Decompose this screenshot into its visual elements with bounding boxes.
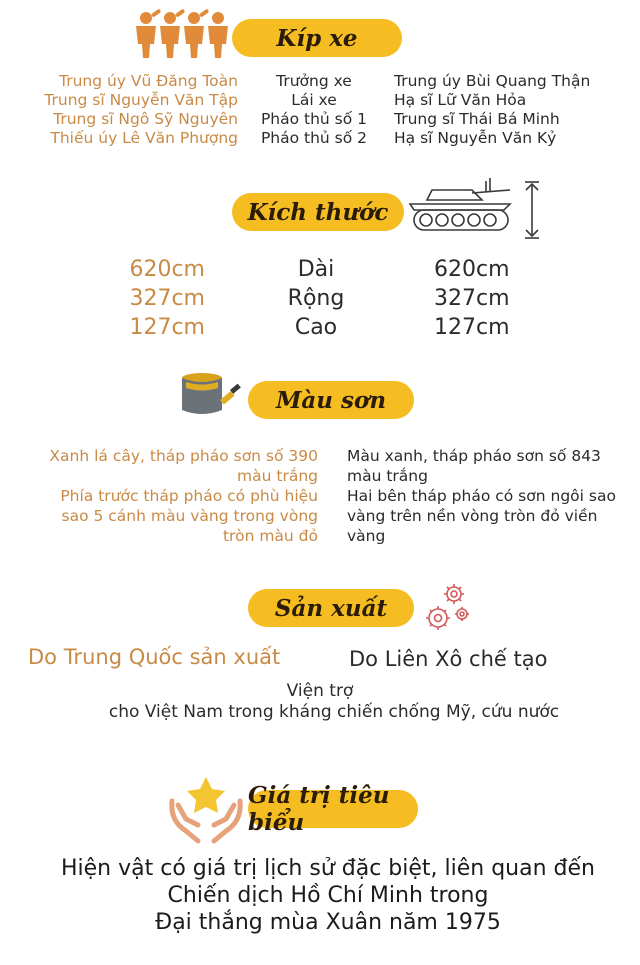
crew-left-name: Trung sĩ Nguyễn Văn Tập	[44, 91, 238, 109]
paint-right-line: Màu xanh, tháp pháo sơn số 843	[347, 447, 601, 465]
hands-star-icon	[166, 775, 246, 845]
production-aid-line1: Viện trợ	[286, 681, 354, 701]
crew-right-name: Trung úy Bùi Quang Thận	[394, 72, 591, 90]
crew-role: Pháo thủ số 2	[260, 129, 368, 147]
size-labels	[258, 255, 374, 342]
crew-left-name: Trung sĩ Ngô Sỹ Nguyên	[53, 110, 238, 128]
size-left-value: 127cm	[129, 315, 205, 340]
paint-right-line: vàng	[347, 527, 386, 545]
size-right-value: 620cm	[434, 257, 510, 282]
paint-right-text	[347, 446, 640, 546]
production-aid-line2: cho Việt Nam trong kháng chiến chống Mỹ, cứu nước	[108, 702, 560, 722]
value-title: Giá trị tiêu biểu	[248, 782, 390, 836]
paint-left-line: Xanh lá cây, tháp pháo sơn số 390	[49, 447, 318, 465]
paint-left-line: Phía trước tháp pháo có phù hiệu	[60, 487, 318, 505]
crew-title: Kíp xe	[276, 24, 358, 52]
size-right-value: 127cm	[434, 315, 510, 340]
paint-left-line: sao 5 cánh màu vàng trong vòng	[61, 507, 318, 525]
crew-right-name: Hạ sĩ Nguyễn Văn Kỷ	[394, 129, 557, 147]
size-label: Dài	[297, 257, 335, 282]
paint-right-line: màu trắng	[347, 467, 428, 485]
paint-bucket-icon	[180, 370, 246, 420]
crew-title-pill	[232, 19, 402, 57]
production-left: Do Trung Quốc sản xuất	[28, 645, 281, 669]
crew-role: Lái xe	[291, 91, 337, 109]
size-title: Kích thước	[247, 198, 389, 226]
size-left-value: 327cm	[129, 286, 205, 311]
paint-title-pill	[248, 381, 414, 419]
crew-role: Trưởng xe	[276, 72, 352, 90]
tank-icon	[402, 178, 542, 242]
size-title-pill	[232, 193, 404, 231]
production-right: Do Liên Xô chế tạo	[349, 647, 548, 671]
paint-right-line: Hai bên tháp pháo có sơn ngôi sao	[347, 487, 616, 505]
value-line: Đại thắng mùa Xuân năm 1975	[155, 910, 501, 935]
size-label: Cao	[294, 315, 338, 340]
paint-title: Màu sơn	[275, 386, 387, 414]
production-title-pill	[248, 589, 414, 627]
value-line: Chiến dịch Hồ Chí Minh trong	[167, 883, 489, 908]
production-title: Sản xuất	[274, 594, 388, 622]
gears-icon	[420, 580, 476, 636]
crew-role: Pháo thủ số 1	[260, 110, 368, 128]
size-left-values	[60, 255, 205, 342]
crew-right-name: Trung sĩ Thái Bá Minh	[394, 110, 560, 128]
crew-right-name: Hạ sĩ Lữ Văn Hỏa	[394, 91, 527, 109]
paint-left-line: tròn màu đỏ	[222, 527, 318, 545]
value-line: Hiện vật có giá trị lịch sử đặc biệt, liên quan đến	[60, 856, 595, 881]
value-title-pill	[248, 782, 418, 836]
crew-left-name: Thiếu úy Lê Văn Phượng	[50, 129, 238, 147]
paint-right-line: vàng trên nền vòng tròn đỏ viền	[347, 507, 598, 525]
soldiers-saluting-icon	[132, 10, 228, 60]
size-label: Rộng	[287, 286, 345, 311]
crew-right-names	[394, 72, 590, 148]
crew-roles	[248, 72, 380, 148]
value-text	[0, 855, 640, 936]
size-left-value: 620cm	[129, 257, 205, 282]
crew-left-name: Trung úy Vũ Đăng Toàn	[59, 72, 238, 90]
paint-left-text	[0, 446, 318, 546]
size-right-value: 327cm	[434, 286, 510, 311]
size-right-values	[434, 255, 510, 342]
paint-left-line: màu trắng	[237, 467, 318, 485]
crew-left-names	[0, 72, 238, 148]
